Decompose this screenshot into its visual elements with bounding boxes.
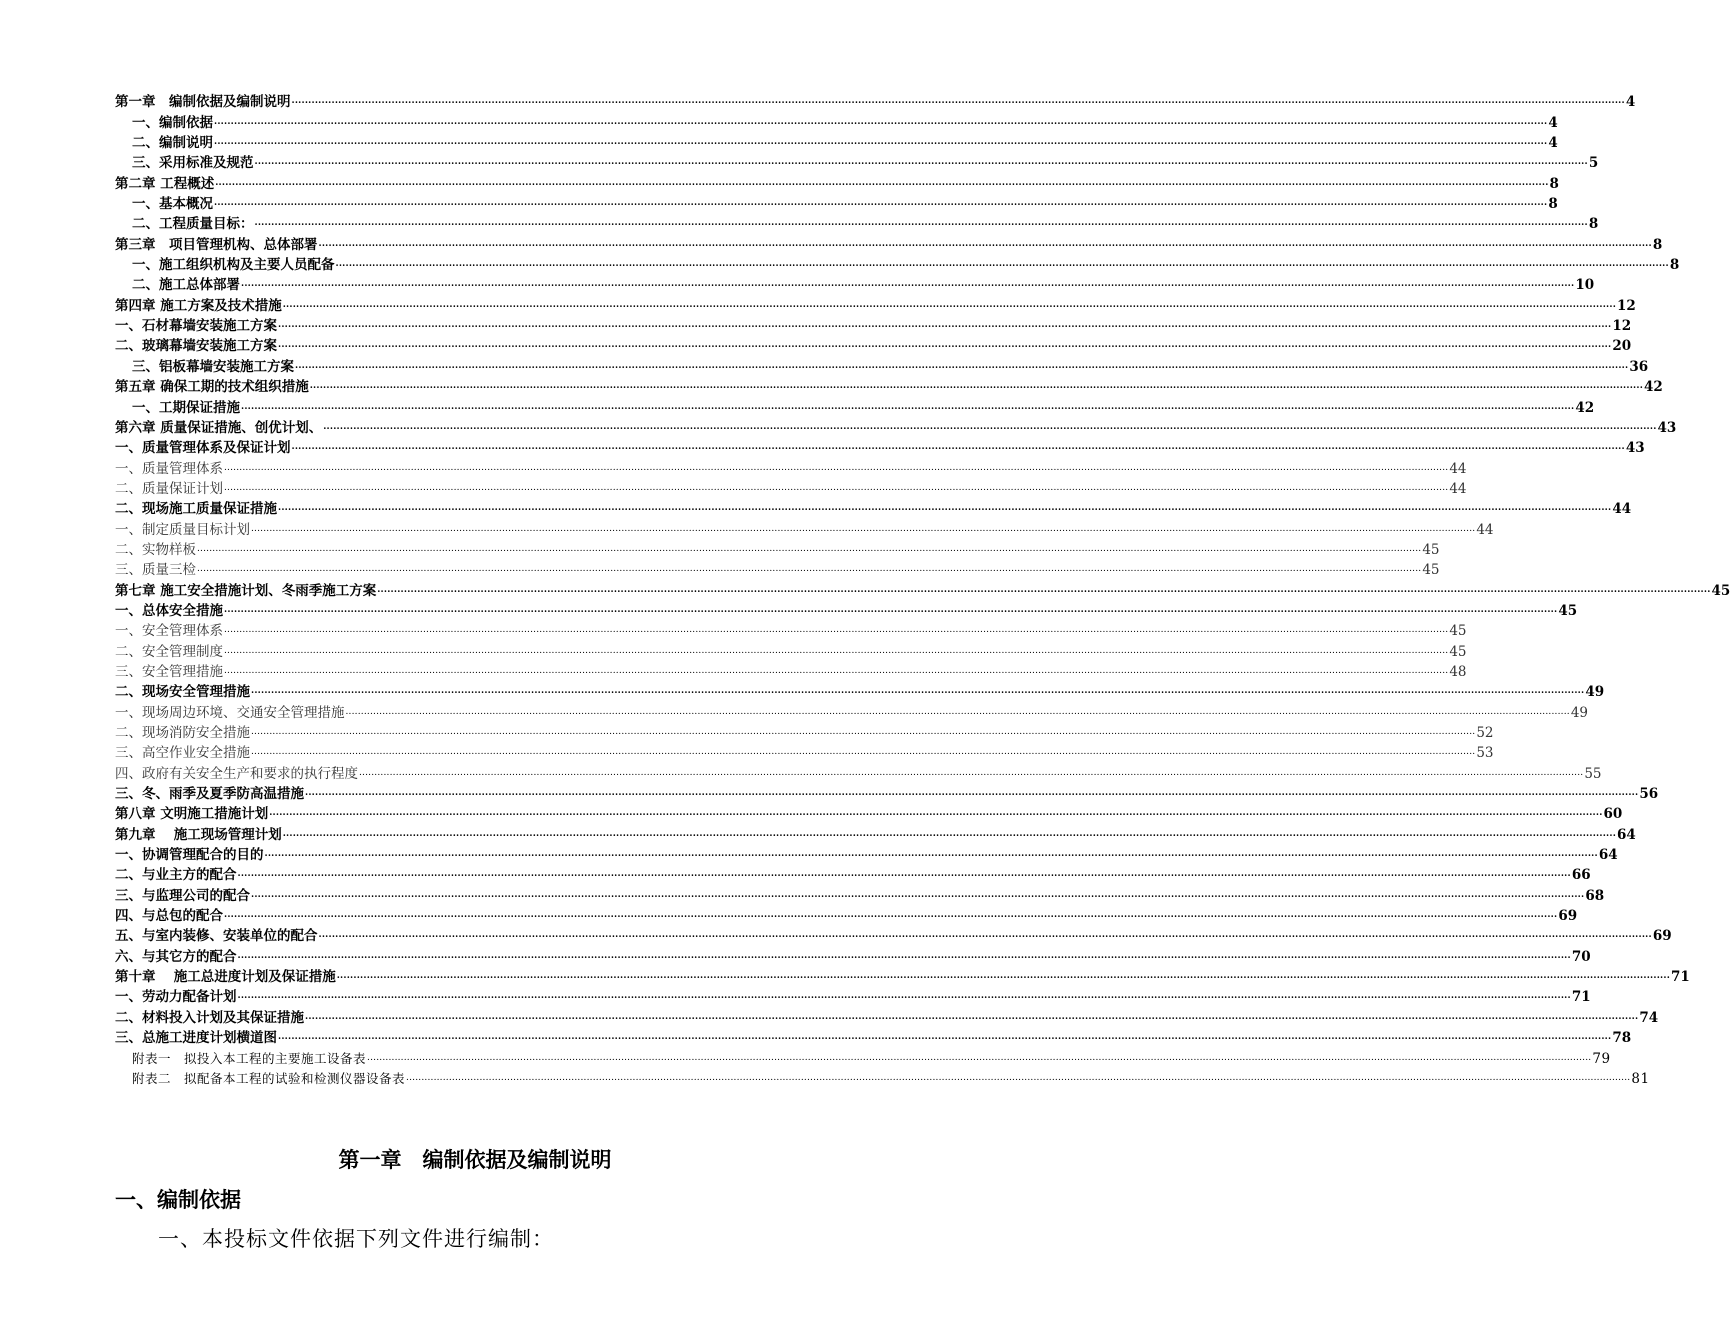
toc-entry[interactable] <box>115 153 1599 173</box>
toc-entry-page: 45 <box>1422 562 1440 579</box>
toc-dot-leader: ................................................................................................................................................................................................................................................................................................................................................................................................................ <box>251 889 1585 900</box>
body-paragraph: 一、本投标文件依据下列文件进行编制： <box>158 1227 554 1251</box>
toc-entry-page: 48 <box>1449 663 1467 680</box>
toc-entry[interactable] <box>115 621 1467 641</box>
toc-entry-label: 四、与总包的配合 <box>115 908 223 925</box>
toc-dot-leader: ................................................................................................................................................................................................................................................................................................................................................................................................................ <box>214 137 1548 148</box>
toc-entry[interactable] <box>115 275 1595 295</box>
toc-dot-leader: ................................................................................................................................................................................................................................................................................................................................................................................................................ <box>278 340 1612 351</box>
toc-dot-leader: ................................................................................................................................................................................................................................................................................................................................................................................................................ <box>254 218 1588 229</box>
toc-entry-label: 二、现场施工质量保证措施 <box>115 501 277 518</box>
toc-entry[interactable] <box>115 845 1618 865</box>
toc-entry-label: 二、材料投入计划及其保证措施 <box>115 1009 304 1026</box>
toc-entry[interactable] <box>115 499 1632 519</box>
toc-dot-leader: ................................................................................................................................................................................................................................................................................................................................................................................................................ <box>295 360 1629 371</box>
toc-entry[interactable] <box>115 540 1440 560</box>
toc-entry-page: 36 <box>1629 358 1649 375</box>
toc-entry[interactable] <box>115 1007 1659 1027</box>
toc-entry-page: 4 <box>1548 114 1558 131</box>
toc-entry-page: 69 <box>1558 908 1578 925</box>
toc-dot-leader: ................................................................................................................................................................................................................................................................................................................................................................................................................ <box>251 747 1476 758</box>
toc-entry[interactable] <box>115 824 1636 844</box>
toc-dot-leader: ................................................................................................................................................................................................................................................................................................................................................................................................................ <box>251 727 1476 737</box>
toc-entry-label: 一、工期保证措施 <box>132 399 240 416</box>
toc-entry-label: 第十章 施工总进度计划及保证措施 <box>115 969 336 986</box>
toc-entry[interactable] <box>115 906 1578 926</box>
toc-entry-label: 附表二 拟配备本工程的试验和检测仪器设备表 <box>132 1070 406 1086</box>
toc-dot-leader: ................................................................................................................................................................................................................................................................................................................................................................................................................ <box>309 381 1644 392</box>
toc-dot-leader: ................................................................................................................................................................................................................................................................................................................................................................................................................ <box>224 665 1449 676</box>
toc-entry[interactable] <box>115 356 1649 376</box>
toc-entry-label: 一、石材幕墙安装施工方案 <box>115 318 277 335</box>
toc-entry[interactable] <box>115 784 1659 804</box>
toc-dot-leader: ................................................................................................................................................................................................................................................................................................................................................................................................................ <box>224 604 1558 615</box>
toc-entry-page: 8 <box>1652 236 1663 253</box>
toc-entry-label: 第七章 施工安全措施计划、冬雨季施工方案 <box>115 582 377 599</box>
toc-entry-page: 42 <box>1644 379 1663 396</box>
toc-entry[interactable] <box>115 479 1467 499</box>
toc-entry[interactable] <box>115 458 1467 478</box>
toc-entry[interactable] <box>115 926 1672 946</box>
toc-dot-leader: ................................................................................................................................................................................................................................................................................................................................................................................................................ <box>214 198 1548 209</box>
toc-entry[interactable] <box>115 295 1636 315</box>
toc-entry[interactable] <box>115 560 1440 580</box>
toc-entry-page: 42 <box>1575 399 1595 416</box>
toc-entry-page: 44 <box>1612 501 1632 518</box>
toc-entry[interactable] <box>115 987 1591 1007</box>
toc-entry[interactable] <box>115 662 1467 682</box>
toc-entry-label: 第五章 确保工期的技术组织措施 <box>115 379 309 396</box>
toc-entry-label: 一、编制依据 <box>132 114 213 131</box>
toc-entry-label: 三、冬、雨季及夏季防高温措施 <box>115 786 304 803</box>
toc-dot-leader: ................................................................................................................................................................................................................................................................................................................................................................................................................ <box>318 930 1652 941</box>
toc-dot-leader: ................................................................................................................................................................................................................................................................................................................................................................................................................ <box>264 849 1598 860</box>
toc-entry-label: 第二章 工程概述 <box>115 175 215 192</box>
toc-dot-leader: ................................................................................................................................................................................................................................................................................................................................................................................................................ <box>215 177 1549 188</box>
toc-entry[interactable] <box>115 723 1494 743</box>
toc-entry-page: 64 <box>1598 847 1618 864</box>
toc-entry-label: 一、安全管理体系 <box>115 623 223 640</box>
toc-dot-leader: ................................................................................................................................................................................................................................................................................................................................................................................................................ <box>323 421 1657 432</box>
toc-entry[interactable] <box>115 133 1558 153</box>
toc-entry-page: 70 <box>1571 948 1591 965</box>
toc-entry-page: 4 <box>1625 94 1636 111</box>
toc-entry-page: 10 <box>1575 277 1595 294</box>
toc-entry[interactable] <box>115 214 1599 234</box>
toc-dot-leader: ................................................................................................................................................................................................................................................................................................................................................................................................................ <box>336 971 1671 982</box>
toc-entry-label: 三、质量三检 <box>115 562 196 579</box>
toc-entry-page: 8 <box>1669 257 1680 274</box>
toc-entry-label: 一、总体安全措施 <box>115 602 223 619</box>
toc-entry[interactable] <box>115 865 1591 885</box>
toc-entry-page: 69 <box>1652 928 1672 945</box>
toc-entry[interactable] <box>115 255 1680 275</box>
toc-entry[interactable] <box>115 438 1645 458</box>
toc-entry-page: 60 <box>1603 806 1623 823</box>
toc-entry-label: 五、与室内装修、安装单位的配合 <box>115 928 318 945</box>
toc-entry-page: 81 <box>1631 1070 1650 1087</box>
toc-entry-page: 4 <box>1548 135 1558 152</box>
toc-dot-leader: ................................................................................................................................................................................................................................................................................................................................................................................................................ <box>278 320 1612 331</box>
toc-entry-label: 一、基本概况 <box>132 196 213 213</box>
toc-entry[interactable] <box>115 946 1591 966</box>
toc-entry-label: 二、施工总体部署 <box>132 277 240 294</box>
toc-entry-page: 8 <box>1548 196 1558 213</box>
toc-dot-leader: ................................................................................................................................................................................................................................................................................................................................................................................................................ <box>224 625 1449 636</box>
toc-entry-page: 45 <box>1422 541 1440 558</box>
toc-entry[interactable] <box>115 1028 1632 1048</box>
toc-entry[interactable] <box>115 418 1677 438</box>
toc-entry-label: 第一章 编制依据及编制说明 <box>115 94 291 111</box>
table-of-contents <box>115 92 1730 1089</box>
toc-entry-label: 第三章 项目管理机构、总体部署 <box>115 236 318 253</box>
toc-entry-page: 45 <box>1449 643 1467 660</box>
toc-entry[interactable] <box>115 885 1605 905</box>
toc-entry-label: 三、铝板幕墙安装施工方案 <box>132 358 294 375</box>
toc-entry[interactable] <box>115 967 1690 987</box>
toc-entry-label: 三、与监理公司的配合 <box>115 887 250 904</box>
toc-dot-leader: ................................................................................................................................................................................................................................................................................................................................................................................................................ <box>254 157 1588 168</box>
toc-entry[interactable] <box>115 1069 1650 1089</box>
toc-entry-label: 二、玻璃幕墙安装施工方案 <box>115 338 277 355</box>
toc-entry[interactable] <box>115 682 1605 702</box>
toc-dot-leader: ................................................................................................................................................................................................................................................................................................................................................................................................................ <box>291 442 1625 453</box>
toc-entry-label: 二、与业主方的配合 <box>115 867 237 884</box>
toc-entry-label: 四、政府有关安全生产和要求的执行程度 <box>115 765 358 782</box>
toc-entry[interactable] <box>115 702 1589 722</box>
toc-entry[interactable] <box>115 112 1558 132</box>
toc-entry-label: 二、质量保证计划 <box>115 480 223 497</box>
toc-dot-leader: ................................................................................................................................................................................................................................................................................................................................................................................................................ <box>251 523 1476 534</box>
toc-entry-page: 71 <box>1571 989 1591 1006</box>
toc-entry[interactable] <box>115 601 1578 621</box>
toc-entry-page: 56 <box>1639 786 1659 803</box>
toc-entry-page: 64 <box>1617 826 1636 843</box>
toc-entry[interactable] <box>115 194 1558 214</box>
toc-dot-leader: ................................................................................................................................................................................................................................................................................................................................................................................................................ <box>251 686 1585 697</box>
toc-entry-page: 52 <box>1476 725 1494 741</box>
toc-entry[interactable] <box>115 804 1623 824</box>
toc-entry-label: 三、采用标准及规范 <box>132 155 254 172</box>
toc-entry-page: 44 <box>1476 521 1494 538</box>
toc-dot-leader: ................................................................................................................................................................................................................................................................................................................................................................................................................ <box>305 1011 1639 1022</box>
toc-dot-leader: ................................................................................................................................................................................................................................................................................................................................................................................................................ <box>269 808 1603 819</box>
toc-dot-leader: ................................................................................................................................................................................................................................................................................................................................................................................................................ <box>377 584 1711 595</box>
toc-entry-label: 二、实物样板 <box>115 541 196 558</box>
toc-dot-leader: ................................................................................................................................................................................................................................................................................................................................................................................................................ <box>224 482 1449 493</box>
toc-entry-label: 二、现场消防安全措施 <box>115 725 250 741</box>
toc-dot-leader: ................................................................................................................................................................................................................................................................................................................................................................................................................ <box>345 706 1570 717</box>
toc-entry-label: 一、制定质量目标计划 <box>115 521 250 538</box>
toc-entry-label: 一、施工组织机构及主要人员配备 <box>132 257 335 274</box>
toc-entry-label: 一、劳动力配备计划 <box>115 989 237 1006</box>
toc-entry[interactable] <box>115 234 1663 254</box>
toc-dot-leader: ................................................................................................................................................................................................................................................................................................................................................................................................................ <box>318 238 1652 249</box>
toc-dot-leader: ................................................................................................................................................................................................................................................................................................................................................................................................................ <box>282 828 1617 839</box>
toc-entry-label: 一、协调管理配合的目的 <box>115 847 264 864</box>
toc-entry-page: 5 <box>1588 155 1599 172</box>
toc-entry-page: 20 <box>1612 338 1632 355</box>
toc-entry[interactable] <box>115 397 1595 417</box>
toc-dot-leader: ................................................................................................................................................................................................................................................................................................................................................................................................................ <box>214 116 1548 127</box>
toc-entry-page: 49 <box>1570 704 1589 721</box>
toc-entry-label: 二、现场安全管理措施 <box>115 684 250 701</box>
toc-entry-label: 一、质量管理体系及保证计划 <box>115 440 291 457</box>
toc-dot-leader: ................................................................................................................................................................................................................................................................................................................................................................................................................ <box>224 910 1558 921</box>
toc-entry-page: 45 <box>1449 623 1467 640</box>
chapter-title: 第一章 编制依据及编制说明 <box>338 1148 612 1172</box>
toc-entry[interactable] <box>115 641 1467 661</box>
toc-dot-leader: ................................................................................................................................................................................................................................................................................................................................................................................................................ <box>237 950 1571 961</box>
toc-dot-leader: ................................................................................................................................................................................................................................................................................................................................................................................................................ <box>291 96 1625 107</box>
toc-dot-leader: ................................................................................................................................................................................................................................................................................................................................................................................................................ <box>278 503 1612 514</box>
toc-entry-page: 71 <box>1671 969 1690 986</box>
toc-entry[interactable] <box>115 743 1494 763</box>
toc-entry-page: 8 <box>1549 175 1559 192</box>
toc-dot-leader: ................................................................................................................................................................................................................................................................................................................................................................................................................ <box>241 279 1575 290</box>
toc-dot-leader: ................................................................................................................................................................................................................................................................................................................................................................................................................ <box>224 645 1449 656</box>
toc-entry-page: 12 <box>1617 297 1636 314</box>
toc-entry-page: 53 <box>1476 745 1494 762</box>
toc-entry-page: 66 <box>1571 867 1591 884</box>
toc-entry[interactable] <box>115 173 1559 193</box>
toc-entry[interactable] <box>115 377 1663 397</box>
toc-entry-page: 78 <box>1612 1030 1632 1047</box>
toc-entry[interactable] <box>115 580 1730 600</box>
toc-entry[interactable] <box>115 316 1632 336</box>
toc-dot-leader: ................................................................................................................................................................................................................................................................................................................................................................................................................ <box>278 1032 1612 1043</box>
toc-entry-page: 79 <box>1592 1050 1611 1067</box>
toc-entry-label: 二、编制说明 <box>132 135 213 152</box>
toc-entry-label: 一、现场周边环境、交通安全管理措施 <box>115 704 345 721</box>
toc-entry[interactable] <box>115 763 1602 783</box>
toc-entry-page: 12 <box>1612 318 1632 335</box>
toc-entry-page: 44 <box>1449 480 1467 497</box>
toc-entry-label: 第八章 文明施工措施计划 <box>115 806 269 823</box>
toc-dot-leader: ................................................................................................................................................................................................................................................................................................................................................................................................................ <box>197 564 1422 575</box>
toc-dot-leader: ................................................................................................................................................................................................................................................................................................................................................................................................................ <box>241 401 1575 412</box>
toc-entry[interactable] <box>115 92 1636 112</box>
toc-entry-page: 8 <box>1588 216 1599 233</box>
toc-entry-label: 附表一 拟投入本工程的主要施工设备表 <box>132 1050 367 1066</box>
toc-dot-leader: ................................................................................................................................................................................................................................................................................................................................................................................................................ <box>237 869 1571 880</box>
toc-entry[interactable] <box>115 1048 1611 1068</box>
toc-entry-label: 三、高空作业安全措施 <box>115 745 250 762</box>
toc-dot-leader: ................................................................................................................................................................................................................................................................................................................................................................................................................ <box>282 299 1617 310</box>
toc-entry-label: 三、安全管理措施 <box>115 663 223 680</box>
toc-dot-leader: ................................................................................................................................................................................................................................................................................................................................................................................................................ <box>224 462 1449 473</box>
toc-entry-page: 49 <box>1585 684 1605 701</box>
toc-entry[interactable] <box>115 336 1632 356</box>
toc-entry-page: 45 <box>1558 602 1578 619</box>
toc-entry-label: 第九章 施工现场管理计划 <box>115 826 282 843</box>
toc-dot-leader: ................................................................................................................................................................................................................................................................................................................................................................................................................ <box>197 543 1422 554</box>
toc-entry-label: 第六章 质量保证措施、创优计划、 <box>115 419 323 436</box>
toc-entry-label: 六、与其它方的配合 <box>115 948 237 965</box>
toc-entry-page: 43 <box>1625 440 1645 457</box>
toc-entry-page: 55 <box>1584 765 1602 782</box>
toc-dot-leader: ................................................................................................................................................................................................................................................................................................................................................................................................................ <box>367 1052 1592 1063</box>
toc-entry-page: 44 <box>1449 460 1467 477</box>
toc-entry[interactable] <box>115 519 1494 539</box>
toc-entry-label: 三、总施工进度计划横道图 <box>115 1030 277 1047</box>
toc-entry-label: 一、质量管理体系 <box>115 460 223 477</box>
toc-entry-page: 43 <box>1657 419 1677 436</box>
toc-entry-label: 二、安全管理制度 <box>115 643 223 660</box>
toc-dot-leader: ................................................................................................................................................................................................................................................................................................................................................................................................................ <box>359 767 1584 778</box>
toc-dot-leader: ................................................................................................................................................................................................................................................................................................................................................................................................................ <box>335 259 1669 270</box>
toc-dot-leader: ................................................................................................................................................................................................................................................................................................................................................................................................................ <box>406 1072 1631 1083</box>
section-heading: 一、编制依据 <box>115 1188 241 1212</box>
toc-entry-page: 68 <box>1585 887 1605 904</box>
toc-dot-leader: ................................................................................................................................................................................................................................................................................................................................................................................................................ <box>237 991 1571 1002</box>
toc-entry-label: 二、工程质量目标： <box>132 216 254 233</box>
toc-entry-page: 45 <box>1711 582 1730 599</box>
toc-dot-leader: ................................................................................................................................................................................................................................................................................................................................................................................................................ <box>305 788 1639 799</box>
toc-entry-label: 第四章 施工方案及技术措施 <box>115 297 282 314</box>
toc-entry-page: 74 <box>1639 1009 1659 1026</box>
